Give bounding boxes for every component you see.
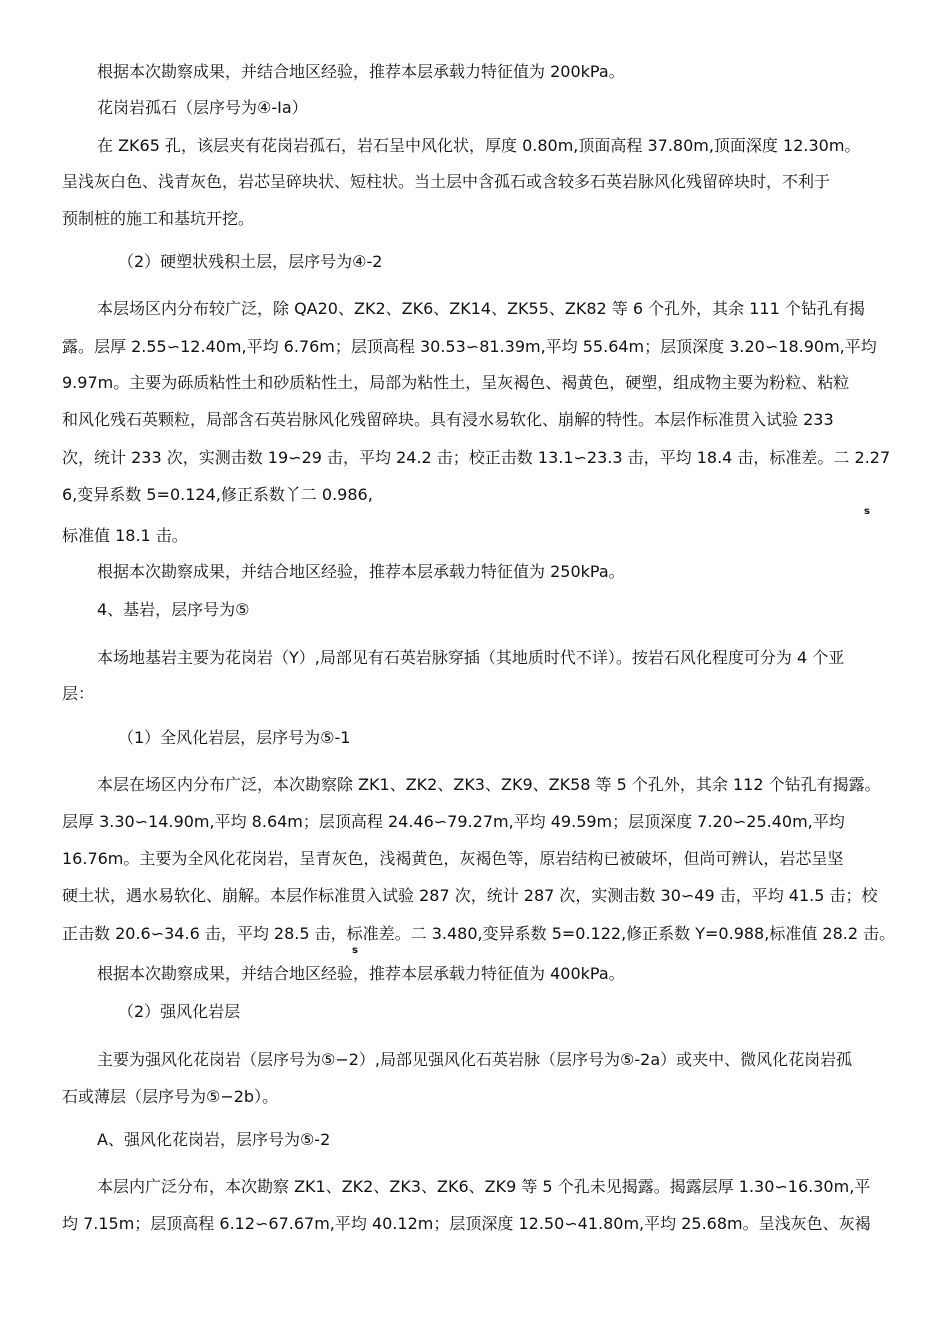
paragraph-line: 均 7.15m；层顶高程 6.12∽67.67m,平均 40.12m；层顶深度 12.50∽41.80m,平均 25.68m。呈浅灰色、灰褐 — [62, 1214, 871, 1233]
paragraph-line: 在 ZK65 孔，该层夹有花岗岩孤石，岩石呈中风化状，厚度 0.80m,顶面高程 37.80m,顶面深度 12.30m。 — [97, 136, 861, 155]
paragraph-line: 本层场区内分布较广泛，除 QA20、ZK2、ZK6、ZK14、ZK55、ZK82 等 6 个孔外，其余 111 个钻孔有揭 — [97, 299, 865, 318]
paragraph-line: 层厚 3.30∽14.90m,平均 8.64m；层顶高程 24.46∽79.27m,平均 49.59m；层顶深度 7.20∽25.40m,平均 — [62, 812, 845, 831]
paragraph-line: 和风化残石英颗粒，局部含石英岩脉风化残留碎块。具有浸水易软化、崩解的特性。本层作标准贯入试验 233 — [62, 410, 834, 429]
paragraph-line: 硬土状，遇水易软化、崩解。本层作标准贯入试验 287 次，统计 287 次，实测击数 30∽49 击，平均 41.5 击；校 — [62, 886, 878, 905]
section-heading: （1）全风化岩层，层序号为⑤-1 — [118, 728, 351, 747]
paragraph-line: 本层内广泛分布，本次勘察 ZK1、ZK2、ZK3、ZK6、ZK9 等 5 个孔未见揭露。揭露层厚 1.30∽16.30m,平 — [97, 1177, 871, 1196]
paragraph-line: 主要为强风化花岗岩（层序号为⑤−2）,局部见强风化石英岩脉（层序号为⑤-2a）或夹中、微风化花岗岩孤 — [97, 1050, 853, 1069]
paragraph-line: 本层在场区内分布广泛，本次勘察除 ZK1、ZK2、ZK3、ZK9、ZK58 等 5 个孔外，其余 112 个钻孔有揭露。 — [97, 775, 881, 794]
paragraph-line: 根据本次勘察成果，并结合地区经验，推荐本层承载力特征值为 200kPa。 — [97, 62, 625, 81]
paragraph-line: 6,变异系数 5=0.124,修正系数丫二 0.986, — [62, 485, 373, 504]
section-heading: 4、基岩，层序号为⑤ — [97, 600, 250, 619]
paragraph-line: 本场地基岩主要为花岗岩（Y）,局部见有石英岩脉穿插（其地质时代不详）。按岩石风化程度可分为 4 个亚 — [97, 648, 845, 667]
section-heading: （2）硬塑状残积土层，层序号为④-2 — [118, 252, 383, 271]
paragraph-line: 16.76m。主要为全风化花岗岩，呈青灰色，浅褐黄色，灰褐色等，原岩结构已被破坏，但尚可辨认，岩芯呈坚 — [62, 849, 844, 868]
paragraph-line: 根据本次勘察成果，并结合地区经验，推荐本层承载力特征值为 250kPa。 — [97, 562, 625, 581]
section-heading: （2）强风化岩层 — [118, 1002, 241, 1021]
paragraph-line: 根据本次勘察成果，并结合地区经验，推荐本层承载力特征值为 400kPa。 — [97, 964, 625, 983]
paragraph-line: 露。层厚 2.55∽12.40m,平均 6.76m；层顶高程 30.53∽81.39m,平均 55.64m；层顶深度 3.20∽18.90m,平均 — [62, 337, 877, 356]
paragraph-line: 正击数 20.6∽34.6 击，平均 28.5 击，标准差。二 3.480,变异系数 5=0.122,修正系数 Y=0.988,标准值 28.2 击。 — [62, 924, 896, 943]
paragraph-line: 呈浅灰白色、浅青灰色，岩芯呈碎块状、短柱状。当土层中含孤石或含较多石英岩脉风化残留碎块时，不利于 — [62, 172, 831, 191]
paragraph-line: 预制桩的施工和基坑开挖。 — [62, 209, 255, 228]
section-heading: 花岗岩孤石（层序号为④-Ia） — [97, 98, 308, 117]
subscript-mark: s — [352, 945, 358, 956]
paragraph-line: 次，统计 233 次，实测击数 19∽29 击，平均 24.2 击；校正击数 13.1∽23.3 击，平均 18.4 击，标准差。二 2.27 — [62, 448, 891, 467]
paragraph-line: 层： — [62, 684, 95, 703]
section-heading: A、强风化花岗岩，层序号为⑤-2 — [97, 1130, 331, 1149]
paragraph-line: 标准值 18.1 击。 — [62, 526, 188, 545]
subscript-mark: s — [864, 506, 870, 517]
paragraph-line: 9.97m。主要为砾质粘性土和砂质粘性土，局部为粘性土，呈灰褐色、褐黄色，硬塑，组成物主要为粉粒、粘粒 — [62, 373, 850, 392]
paragraph-line: 石或薄层（层序号为⑤−2b）。 — [62, 1087, 279, 1106]
